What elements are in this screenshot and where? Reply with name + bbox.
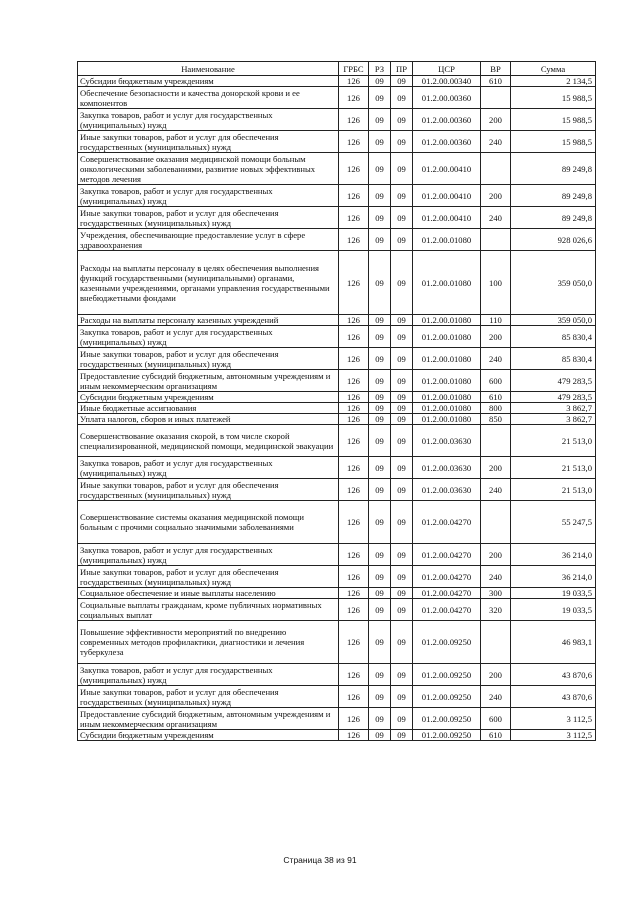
cell-grbs: 126 [339, 425, 369, 457]
cell-rz: 09 [369, 87, 391, 109]
cell-pr: 09 [391, 153, 413, 185]
cell-sum: 3 862,7 [511, 414, 596, 425]
cell-rz: 09 [369, 392, 391, 403]
table-row [78, 588, 596, 599]
table-row [78, 251, 596, 315]
cell-sum: 21 513,0 [511, 425, 596, 457]
cell-pr: 09 [391, 621, 413, 664]
cell-vr [481, 229, 511, 251]
cell-grbs: 126 [339, 392, 369, 403]
table-row [78, 708, 596, 730]
cell-csr: 01.2.00.01080 [413, 229, 481, 251]
cell-sum: 3 862,7 [511, 403, 596, 414]
cell-sum: 89 249,8 [511, 153, 596, 185]
cell-csr: 01.2.00.01080 [413, 348, 481, 370]
cell-csr: 01.2.00.00360 [413, 87, 481, 109]
cell-pr: 09 [391, 544, 413, 566]
cell-rz: 09 [369, 414, 391, 425]
cell-pr: 09 [391, 457, 413, 479]
cell-pr: 09 [391, 251, 413, 315]
header-name: Наименование [78, 62, 339, 76]
table-row [78, 479, 596, 501]
cell-vr [481, 621, 511, 664]
cell-grbs: 126 [339, 501, 369, 544]
cell-vr: 200 [481, 326, 511, 348]
table-row [78, 457, 596, 479]
cell-csr: 01.2.00.01080 [413, 251, 481, 315]
cell-vr: 240 [481, 566, 511, 588]
cell-rz: 09 [369, 326, 391, 348]
cell-vr [481, 501, 511, 544]
cell-csr: 01.2.00.09250 [413, 686, 481, 708]
cell-sum: 15 988,5 [511, 131, 596, 153]
cell-pr: 09 [391, 207, 413, 229]
cell-vr: 320 [481, 599, 511, 621]
cell-pr: 09 [391, 730, 413, 741]
cell-pr: 09 [391, 414, 413, 425]
table-row [78, 185, 596, 207]
cell-rz: 09 [369, 457, 391, 479]
cell-name: Закупка товаров, работ и услуг для государственных (муниципальных) нужд [78, 664, 339, 686]
header-csr: ЦСР [413, 62, 481, 76]
cell-pr: 09 [391, 403, 413, 414]
cell-grbs: 126 [339, 457, 369, 479]
cell-vr: 100 [481, 251, 511, 315]
cell-grbs: 126 [339, 414, 369, 425]
cell-rz: 09 [369, 229, 391, 251]
cell-rz: 09 [369, 185, 391, 207]
header-grbs: ГРБС [339, 62, 369, 76]
table-header-row [78, 62, 596, 76]
cell-rz: 09 [369, 686, 391, 708]
cell-grbs: 126 [339, 153, 369, 185]
cell-rz: 09 [369, 370, 391, 392]
cell-vr [481, 153, 511, 185]
cell-name: Социальное обеспечение и иные выплаты населению [78, 588, 339, 599]
cell-vr: 610 [481, 730, 511, 741]
cell-rz: 09 [369, 544, 391, 566]
cell-vr: 200 [481, 109, 511, 131]
table-row [78, 501, 596, 544]
cell-sum: 85 830,4 [511, 326, 596, 348]
cell-pr: 09 [391, 87, 413, 109]
cell-vr: 200 [481, 457, 511, 479]
table-row [78, 621, 596, 664]
cell-vr: 110 [481, 315, 511, 326]
cell-pr: 09 [391, 664, 413, 686]
cell-vr [481, 87, 511, 109]
table-row [78, 207, 596, 229]
cell-name: Уплата налогов, сборов и иных платежей [78, 414, 339, 425]
cell-pr: 09 [391, 348, 413, 370]
cell-rz: 09 [369, 730, 391, 741]
cell-csr: 01.2.00.03630 [413, 425, 481, 457]
cell-sum: 359 050,0 [511, 315, 596, 326]
cell-name: Обеспечение безопасности и качества донорской крови и ее компонентов [78, 87, 339, 109]
cell-sum: 21 513,0 [511, 479, 596, 501]
cell-rz: 09 [369, 566, 391, 588]
header-sum: Сумма [511, 62, 596, 76]
table-row [78, 599, 596, 621]
cell-sum: 36 214,0 [511, 566, 596, 588]
cell-name: Совершенствование системы оказания медицинской помощи больным с прочими социально значимыми заболеваниями [78, 501, 339, 544]
cell-sum: 479 283,5 [511, 370, 596, 392]
cell-sum: 928 026,6 [511, 229, 596, 251]
cell-vr: 800 [481, 403, 511, 414]
cell-csr: 01.2.00.03630 [413, 457, 481, 479]
cell-name: Закупка товаров, работ и услуг для государственных (муниципальных) нужд [78, 109, 339, 131]
cell-vr: 610 [481, 76, 511, 87]
cell-rz: 09 [369, 621, 391, 664]
cell-vr: 850 [481, 414, 511, 425]
cell-grbs: 126 [339, 708, 369, 730]
cell-rz: 09 [369, 348, 391, 370]
cell-name: Совершенствование оказания скорой, в том числе скорой специализированной, медицинской помощи, медицинской эвакуации [78, 425, 339, 457]
cell-name: Иные закупки товаров, работ и услуг для обеспечения государственных (муниципальных) нужд [78, 686, 339, 708]
cell-rz: 09 [369, 588, 391, 599]
cell-vr: 200 [481, 664, 511, 686]
cell-sum: 2 134,5 [511, 76, 596, 87]
header-pr: ПР [391, 62, 413, 76]
cell-name: Социальные выплаты гражданам, кроме публичных нормативных социальных выплат [78, 599, 339, 621]
cell-rz: 09 [369, 315, 391, 326]
cell-csr: 01.2.00.09250 [413, 664, 481, 686]
cell-vr: 610 [481, 392, 511, 403]
cell-grbs: 126 [339, 599, 369, 621]
cell-grbs: 126 [339, 479, 369, 501]
cell-name: Предоставление субсидий бюджетным, автономным учреждениям и иным некоммерческим организациям [78, 370, 339, 392]
table-row [78, 326, 596, 348]
cell-csr: 01.2.00.01080 [413, 326, 481, 348]
cell-sum: 89 249,8 [511, 185, 596, 207]
header-rz: РЗ [369, 62, 391, 76]
cell-csr: 01.2.00.00340 [413, 76, 481, 87]
cell-vr: 240 [481, 686, 511, 708]
cell-sum: 36 214,0 [511, 544, 596, 566]
cell-grbs: 126 [339, 87, 369, 109]
cell-csr: 01.2.00.01080 [413, 315, 481, 326]
cell-name: Совершенствование оказания медицинской помощи больным онкологическими заболеваниями, развитие новых эффективных методов лечения [78, 153, 339, 185]
cell-vr: 240 [481, 131, 511, 153]
cell-vr: 240 [481, 479, 511, 501]
cell-vr: 240 [481, 207, 511, 229]
cell-csr: 01.2.00.00410 [413, 153, 481, 185]
cell-csr: 01.2.00.09250 [413, 708, 481, 730]
cell-csr: 01.2.00.03630 [413, 479, 481, 501]
cell-pr: 09 [391, 326, 413, 348]
cell-pr: 09 [391, 588, 413, 599]
cell-sum: 19 033,5 [511, 599, 596, 621]
cell-rz: 09 [369, 153, 391, 185]
cell-grbs: 126 [339, 229, 369, 251]
table-row [78, 414, 596, 425]
cell-rz: 09 [369, 131, 391, 153]
cell-name: Иные закупки товаров, работ и услуг для обеспечения государственных (муниципальных) нужд [78, 207, 339, 229]
table-body [78, 76, 596, 741]
cell-csr: 01.2.00.01080 [413, 392, 481, 403]
cell-sum: 21 513,0 [511, 457, 596, 479]
header-vr: ВР [481, 62, 511, 76]
cell-grbs: 126 [339, 315, 369, 326]
cell-sum: 43 870,6 [511, 664, 596, 686]
table-row [78, 425, 596, 457]
table-row [78, 87, 596, 109]
cell-name: Иные бюджетные ассигнования [78, 403, 339, 414]
cell-csr: 01.2.00.04270 [413, 599, 481, 621]
cell-sum: 359 050,0 [511, 251, 596, 315]
cell-pr: 09 [391, 566, 413, 588]
cell-csr: 01.2.00.00360 [413, 131, 481, 153]
cell-pr: 09 [391, 501, 413, 544]
cell-grbs: 126 [339, 621, 369, 664]
cell-csr: 01.2.00.00410 [413, 207, 481, 229]
cell-csr: 01.2.00.01080 [413, 414, 481, 425]
cell-name: Расходы на выплаты персоналу в целях обеспечения выполнения функций государственными (муниципальными) органами, казенными учреждениями, органами управления государственными внебюджетными фондами [78, 251, 339, 315]
cell-name: Иные закупки товаров, работ и услуг для обеспечения государственных (муниципальных) нужд [78, 479, 339, 501]
cell-rz: 09 [369, 708, 391, 730]
cell-vr: 300 [481, 588, 511, 599]
cell-name: Субсидии бюджетным учреждениям [78, 730, 339, 741]
cell-csr: 01.2.00.01080 [413, 403, 481, 414]
cell-pr: 09 [391, 425, 413, 457]
cell-sum: 3 112,5 [511, 730, 596, 741]
cell-sum: 55 247,5 [511, 501, 596, 544]
cell-grbs: 126 [339, 207, 369, 229]
cell-csr: 01.2.00.04270 [413, 566, 481, 588]
cell-name: Субсидии бюджетным учреждениям [78, 76, 339, 87]
table-row [78, 403, 596, 414]
table-row [78, 370, 596, 392]
cell-grbs: 126 [339, 686, 369, 708]
cell-sum: 19 033,5 [511, 588, 596, 599]
cell-name: Закупка товаров, работ и услуг для государственных (муниципальных) нужд [78, 185, 339, 207]
table-row [78, 153, 596, 185]
cell-pr: 09 [391, 708, 413, 730]
cell-pr: 09 [391, 185, 413, 207]
table-row [78, 686, 596, 708]
cell-grbs: 126 [339, 730, 369, 741]
cell-pr: 09 [391, 686, 413, 708]
cell-rz: 09 [369, 599, 391, 621]
cell-grbs: 126 [339, 326, 369, 348]
table-row [78, 76, 596, 87]
cell-csr: 01.2.00.09250 [413, 730, 481, 741]
cell-pr: 09 [391, 109, 413, 131]
cell-csr: 01.2.00.04270 [413, 588, 481, 599]
cell-vr: 600 [481, 708, 511, 730]
budget-table [77, 61, 596, 741]
cell-name: Учреждения, обеспечивающие предоставление услуг в сфере здравоохранения [78, 229, 339, 251]
cell-csr: 01.2.00.00360 [413, 109, 481, 131]
cell-csr: 01.2.00.09250 [413, 621, 481, 664]
cell-pr: 09 [391, 131, 413, 153]
table-row [78, 109, 596, 131]
table-row [78, 315, 596, 326]
table-row [78, 544, 596, 566]
cell-name: Субсидии бюджетным учреждениям [78, 392, 339, 403]
cell-csr: 01.2.00.00410 [413, 185, 481, 207]
cell-sum: 89 249,8 [511, 207, 596, 229]
cell-csr: 01.2.00.01080 [413, 370, 481, 392]
cell-name: Иные закупки товаров, работ и услуг для обеспечения государственных (муниципальных) нужд [78, 131, 339, 153]
cell-sum: 15 988,5 [511, 109, 596, 131]
cell-pr: 09 [391, 370, 413, 392]
table-row [78, 664, 596, 686]
cell-pr: 09 [391, 76, 413, 87]
cell-rz: 09 [369, 207, 391, 229]
cell-pr: 09 [391, 315, 413, 326]
cell-rz: 09 [369, 501, 391, 544]
cell-sum: 85 830,4 [511, 348, 596, 370]
cell-vr: 240 [481, 348, 511, 370]
cell-grbs: 126 [339, 566, 369, 588]
cell-grbs: 126 [339, 544, 369, 566]
cell-name: Предоставление субсидий бюджетным, автономным учреждениям и иным некоммерческим организациям [78, 708, 339, 730]
cell-sum: 15 988,5 [511, 87, 596, 109]
cell-rz: 09 [369, 425, 391, 457]
cell-grbs: 126 [339, 588, 369, 599]
cell-sum: 46 983,1 [511, 621, 596, 664]
table-row [78, 229, 596, 251]
table-row [78, 131, 596, 153]
cell-csr: 01.2.00.04270 [413, 544, 481, 566]
table-row [78, 392, 596, 403]
cell-name: Закупка товаров, работ и услуг для государственных (муниципальных) нужд [78, 544, 339, 566]
cell-sum: 3 112,5 [511, 708, 596, 730]
cell-name: Иные закупки товаров, работ и услуг для обеспечения государственных (муниципальных) нужд [78, 348, 339, 370]
cell-grbs: 126 [339, 109, 369, 131]
cell-vr: 200 [481, 185, 511, 207]
cell-rz: 09 [369, 109, 391, 131]
cell-grbs: 126 [339, 76, 369, 87]
cell-rz: 09 [369, 403, 391, 414]
cell-sum: 43 870,6 [511, 686, 596, 708]
cell-grbs: 126 [339, 370, 369, 392]
cell-name: Расходы на выплаты персоналу казенных учреждений [78, 315, 339, 326]
cell-grbs: 126 [339, 403, 369, 414]
page-number: Страница 38 из 91 [283, 855, 357, 865]
cell-sum: 479 283,5 [511, 392, 596, 403]
cell-name: Закупка товаров, работ и услуг для государственных (муниципальных) нужд [78, 457, 339, 479]
cell-vr [481, 425, 511, 457]
cell-grbs: 126 [339, 185, 369, 207]
cell-rz: 09 [369, 251, 391, 315]
cell-name: Повышение эффективности мероприятий по внедрению современных методов профилактики, диагностики и лечения туберкулеза [78, 621, 339, 664]
cell-pr: 09 [391, 479, 413, 501]
table-row [78, 348, 596, 370]
cell-vr: 200 [481, 544, 511, 566]
cell-name: Иные закупки товаров, работ и услуг для обеспечения государственных (муниципальных) нужд [78, 566, 339, 588]
cell-vr: 600 [481, 370, 511, 392]
cell-rz: 09 [369, 664, 391, 686]
table-row [78, 730, 596, 741]
cell-pr: 09 [391, 229, 413, 251]
cell-rz: 09 [369, 479, 391, 501]
cell-grbs: 126 [339, 251, 369, 315]
table-row [78, 566, 596, 588]
cell-grbs: 126 [339, 348, 369, 370]
cell-pr: 09 [391, 599, 413, 621]
cell-name: Закупка товаров, работ и услуг для государственных (муниципальных) нужд [78, 326, 339, 348]
cell-grbs: 126 [339, 664, 369, 686]
cell-grbs: 126 [339, 131, 369, 153]
cell-pr: 09 [391, 392, 413, 403]
cell-csr: 01.2.00.04270 [413, 501, 481, 544]
cell-rz: 09 [369, 76, 391, 87]
